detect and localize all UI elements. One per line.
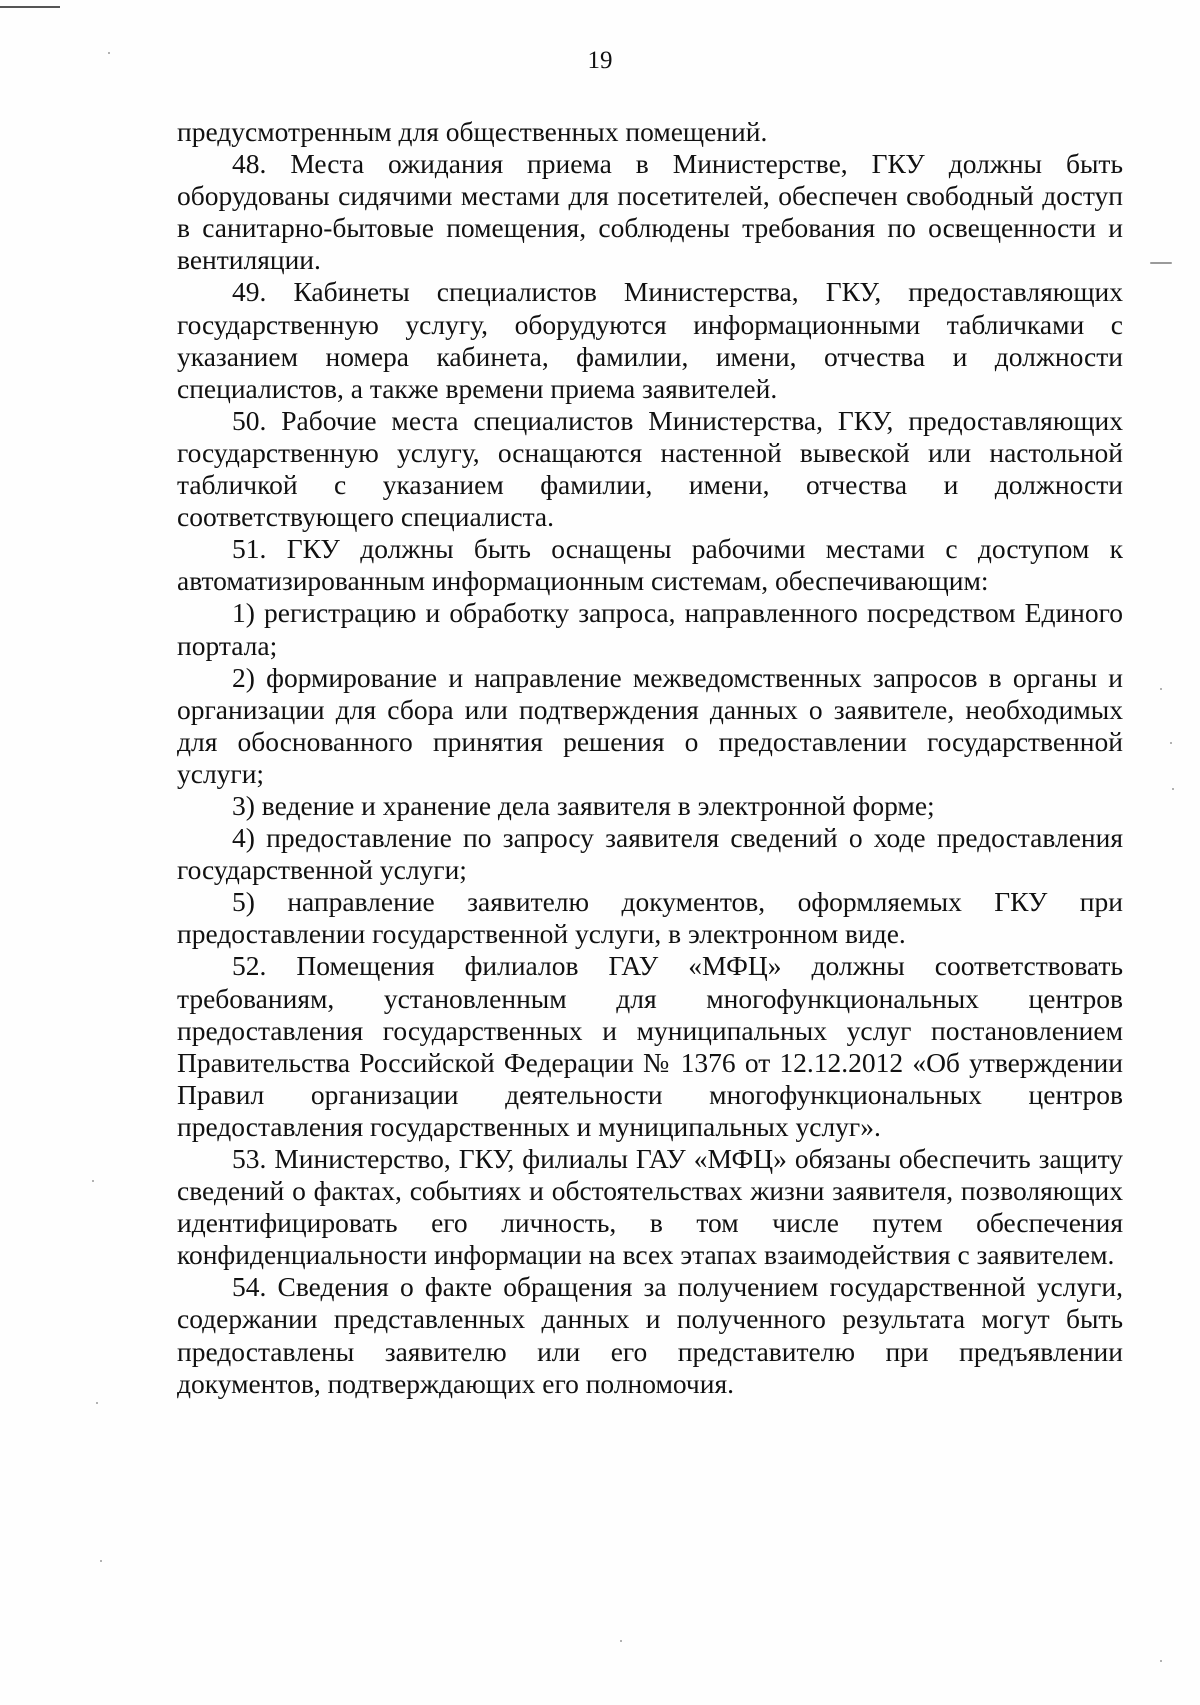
scan-speck (92, 1180, 94, 1182)
list-item-3: 3) ведение и хранение дела заявителя в электронной форме; (232, 789, 935, 821)
scan-speck (96, 1402, 98, 1404)
paragraph-continuation: предусмотренным для общественных помещений. (177, 116, 768, 147)
list-item-5: 5) направление заявителю документов, оформляемых ГКУ при предоставлении государственной услуги, в электронном виде. (177, 886, 1123, 950)
document-body (177, 116, 1123, 1400)
scan-speck (1160, 688, 1162, 690)
scan-speck (620, 1640, 622, 1642)
scan-speck (108, 52, 110, 54)
paragraph-52: 52. Помещения филиалов ГАУ «МФЦ» должны соответствовать требованиям, установленным для многофункциональных центров предоставления государственных и муниципальных услуг постановлением Правительства Российской Федерации № 1376 от 12.12.2012 «Об утверждении Правил организации деятельности многофункциональных центров предоставления государственных и муниципальных услуг». (177, 950, 1123, 1142)
paragraph-49: 49. Кабинеты специалистов Министерства, ГКУ, предоставляющих государственную услугу, оборудуются информационными табличками с указанием номера кабинета, фамилии, имени, отчества и должности специалистов, а также времени приема заявителей. (177, 276, 1123, 404)
paragraph-54: 54. Сведения о факте обращения за получением государственной услуги, содержании представленных данных и полученного результата могут быть предоставлены заявителю или его представителю при предъявлении документов, подтверждающих его полномочия. (177, 1271, 1123, 1399)
scan-speck (1150, 262, 1172, 264)
scan-speck (1172, 788, 1174, 790)
scan-corner-mark (0, 6, 60, 8)
list-item-2: 2) формирование и направление межведомственных запросов в органы и организации для сбора или подтверждения данных о заявителе, необходимых для обоснованного принятия решения о предоставлении государственной услуги; (177, 661, 1123, 789)
scan-speck (1170, 742, 1172, 744)
page-number: 19 (587, 47, 613, 74)
paragraph-48: 48. Места ожидания приема в Министерстве, ГКУ должны быть оборудованы сидячими местами для посетителей, обеспечен свободный доступ в санитарно-бытовые помещения, соблюдены требования по освещенности и вентиляции. (177, 148, 1123, 276)
list-item-1: 1) регистрацию и обработку запроса, направленного посредством Единого портала; (177, 597, 1123, 661)
paragraph-50: 50. Рабочие места специалистов Министерства, ГКУ, предоставляющих государственную услугу, оснащаются настенной вывеской или настольной табличкой с указанием фамилии, имени, отчества и должности соответствующего специалиста. (177, 404, 1123, 533)
paragraph-53: 53. Министерство, ГКУ, филиалы ГАУ «МФЦ» обязаны обеспечить защиту сведений о фактах, событиях и обстоятельствах жизни заявителя, позволяющих идентифицировать его личность, в том числе путем обеспечения конфиденциальности информации на всех этапах взаимодействия с заявителем. (177, 1143, 1123, 1271)
scan-speck (100, 1560, 102, 1562)
scan-speck (1160, 1660, 1162, 1662)
list-item-4: 4) предоставление по запросу заявителя сведений о ходе предоставления государственной услуги; (177, 822, 1123, 886)
paragraph-51: 51. ГКУ должны быть оснащены рабочими местами с доступом к автоматизированным информационным системам, обеспечивающим: (177, 533, 1123, 597)
